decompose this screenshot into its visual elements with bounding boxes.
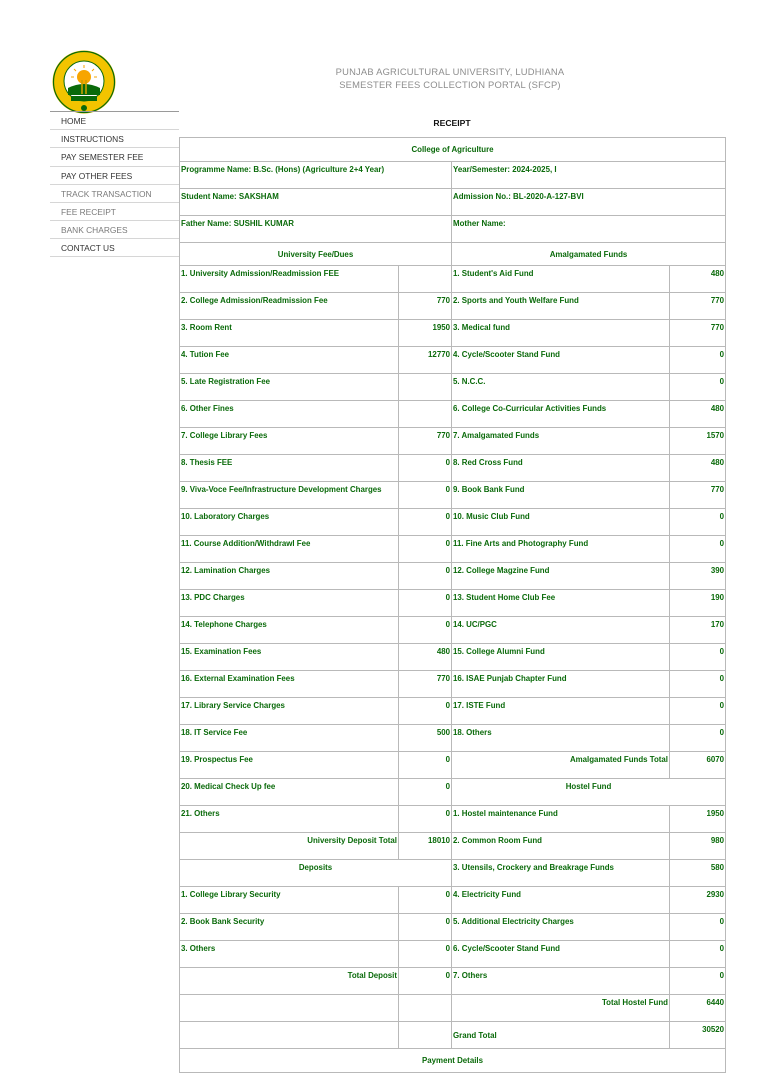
hostel-label: 3. Utensils, Crockery and Breakrage Funds (452, 860, 670, 887)
deposit-label: 2. Book Bank Security (180, 914, 399, 941)
hostel-label: 7. Others (452, 968, 670, 995)
fund-label: 8. Red Cross Fund (452, 455, 670, 482)
table-row (180, 752, 726, 779)
university-logo (52, 50, 116, 114)
fund-value: 770 (670, 293, 726, 320)
university-name: PUNJAB AGRICULTURAL UNIVERSITY, LUDHIANA (335, 66, 565, 77)
fund-value: 390 (670, 563, 726, 590)
fee-label: 12. Lamination Charges (180, 563, 399, 590)
hostel-label: 5. Additional Electricity Charges (452, 914, 670, 941)
fee-value: 0 (399, 563, 452, 590)
fund-value: 0 (670, 698, 726, 725)
hostel-value: 0 (670, 941, 726, 968)
fund-value: 170 (670, 617, 726, 644)
fund-value: 190 (670, 590, 726, 617)
table-row (180, 833, 726, 860)
fee-value: 12770 (399, 347, 452, 374)
fund-label: 11. Fine Arts and Photography Fund (452, 536, 670, 563)
empty-cell (399, 995, 452, 1022)
table-row (180, 347, 726, 374)
nav-contact-us[interactable]: CONTACT US (50, 238, 179, 256)
fee-label: 3. Room Rent (180, 320, 399, 347)
table-row (180, 536, 726, 563)
fee-value: 0 (399, 590, 452, 617)
fee-value (399, 374, 452, 401)
fund-label: 14. UC/PGC (452, 617, 670, 644)
empty-cell (180, 995, 399, 1022)
fee-label: 20. Medical Check Up fee (180, 779, 399, 806)
portal-name: SEMESTER FEES COLLECTION PORTAL (SFCP) (339, 78, 561, 90)
university-deposit-total-value: 18010 (399, 833, 452, 860)
hostel-value: 580 (670, 860, 726, 887)
fund-label: 15. College Alumni Fund (452, 644, 670, 671)
table-row (180, 590, 726, 617)
hostel-label: 1. Hostel maintenance Fund (452, 806, 670, 833)
fee-label: 18. IT Service Fee (180, 725, 399, 752)
amalgamated-total-value: 6070 (670, 752, 726, 779)
fund-label: 4. Cycle/Scooter Stand Fund (452, 347, 670, 374)
fund-label: 9. Book Bank Fund (452, 482, 670, 509)
table-row (180, 266, 726, 293)
fund-value: 0 (670, 644, 726, 671)
fee-value: 770 (399, 293, 452, 320)
deposit-value: 0 (399, 941, 452, 968)
table-row (180, 644, 726, 671)
hostel-value: 0 (670, 968, 726, 995)
fee-label: 11. Course Addition/Withdrawl Fee (180, 536, 399, 563)
fee-value: 0 (399, 617, 452, 644)
fee-value: 770 (399, 671, 452, 698)
university-deposit-total-label: University Deposit Total (180, 833, 399, 860)
fee-value: 0 (399, 779, 452, 806)
nav-pay-semester-fee[interactable]: PAY SEMESTER FEE (50, 147, 179, 165)
fund-value: 0 (670, 509, 726, 536)
hostel-label: 4. Electricity Fund (452, 887, 670, 914)
fee-label: 10. Laboratory Charges (180, 509, 399, 536)
mother-name: Mother Name: (452, 216, 726, 243)
fund-value: 770 (670, 320, 726, 347)
table-row (180, 995, 726, 1022)
hostel-value: 980 (670, 833, 726, 860)
table-row (180, 428, 726, 455)
nav-track-transaction[interactable]: TRACK TRANSACTION (50, 184, 179, 202)
fund-label: 18. Others (452, 725, 670, 752)
table-row (180, 320, 726, 347)
table-row (180, 617, 726, 644)
fund-value: 0 (670, 725, 726, 752)
fund-label: 16. ISAE Punjab Chapter Fund (452, 671, 670, 698)
fund-value: 0 (670, 347, 726, 374)
total-deposit-label: Total Deposit (180, 968, 399, 995)
portal-header (180, 66, 720, 91)
fund-value: 480 (670, 455, 726, 482)
deposit-label: 1. College Library Security (180, 887, 399, 914)
receipt-title: RECEIPT (433, 118, 471, 128)
fund-value: 0 (670, 671, 726, 698)
grand-total-label: Grand Total (452, 1022, 670, 1049)
fee-label: 9. Viva-Voce Fee/Infrastructure Development Charges (180, 482, 399, 509)
fee-label: 15. Examination Fees (180, 644, 399, 671)
table-row (180, 941, 726, 968)
table-row (180, 698, 726, 725)
deposits-heading: Deposits (180, 860, 452, 887)
fee-value: 0 (399, 752, 452, 779)
fee-value: 0 (399, 482, 452, 509)
deposit-label: 3. Others (180, 941, 399, 968)
fee-label: 2. College Admission/Readmission Fee (180, 293, 399, 320)
fee-value: 0 (399, 806, 452, 833)
fee-label: 1. University Admission/Readmission FEE (180, 266, 399, 293)
fund-label: 17. ISTE Fund (452, 698, 670, 725)
table-row (180, 482, 726, 509)
grand-total-value: 30520 (670, 1022, 726, 1049)
table-row (180, 563, 726, 590)
hostel-fund-heading: Hostel Fund (452, 779, 726, 806)
table-row (180, 806, 726, 833)
table-row (180, 293, 726, 320)
nav-bank-charges[interactable]: BANK CHARGES (50, 220, 179, 238)
nav-pay-other-fees[interactable]: PAY OTHER FEES (50, 166, 179, 184)
receipt-table (179, 137, 726, 1073)
deposit-value: 0 (399, 887, 452, 914)
university-fee-heading: University Fee/Dues (180, 243, 452, 266)
table-row (180, 1049, 726, 1073)
father-name: Father Name: SUSHIL KUMAR (180, 216, 452, 243)
payment-details-heading: Payment Details (180, 1049, 726, 1073)
empty-cell (399, 1022, 452, 1049)
fee-value (399, 266, 452, 293)
total-hostel-label: Total Hostel Fund (452, 995, 670, 1022)
fee-label: 16. External Examination Fees (180, 671, 399, 698)
table-row (180, 401, 726, 428)
table-row (180, 914, 726, 941)
total-hostel-value: 6440 (670, 995, 726, 1022)
table-row (180, 455, 726, 482)
nav-home[interactable]: HOME (50, 111, 179, 129)
fee-value: 480 (399, 644, 452, 671)
amalgamated-heading: Amalgamated Funds (452, 243, 726, 266)
fee-label: 14. Telephone Charges (180, 617, 399, 644)
fund-label: 12. College Magzine Fund (452, 563, 670, 590)
fee-value: 500 (399, 725, 452, 752)
fee-label: 8. Thesis FEE (180, 455, 399, 482)
table-row (180, 671, 726, 698)
table-row (180, 887, 726, 914)
fee-label: 21. Others (180, 806, 399, 833)
hostel-value: 0 (670, 914, 726, 941)
fund-value: 0 (670, 536, 726, 563)
table-row (180, 968, 726, 995)
fund-label: 10. Music Club Fund (452, 509, 670, 536)
fund-label: 7. Amalgamated Funds (452, 428, 670, 455)
hostel-value: 1950 (670, 806, 726, 833)
table-row (180, 509, 726, 536)
college-name: College of Agriculture (180, 138, 726, 162)
fee-value: 770 (399, 428, 452, 455)
table-row (180, 1022, 726, 1049)
table-row (180, 779, 726, 806)
fund-label: 3. Medical fund (452, 320, 670, 347)
fund-label: 13. Student Home Club Fee (452, 590, 670, 617)
table-row (180, 860, 726, 887)
fund-label: 1. Student's Aid Fund (452, 266, 670, 293)
fund-value: 480 (670, 401, 726, 428)
amalgamated-total-label: Amalgamated Funds Total (452, 752, 670, 779)
fund-label: 6. College Co-Curricular Activities Funds (452, 401, 670, 428)
fee-label: 5. Late Registration Fee (180, 374, 399, 401)
fee-label: 19. Prospectus Fee (180, 752, 399, 779)
fund-label: 5. N.C.C. (452, 374, 670, 401)
nav-fee-receipt[interactable]: FEE RECEIPT (50, 202, 179, 220)
fee-label: 13. PDC Charges (180, 590, 399, 617)
table-row (180, 374, 726, 401)
total-deposit-value: 0 (399, 968, 452, 995)
fee-label: 4. Tution Fee (180, 347, 399, 374)
fund-label: 2. Sports and Youth Welfare Fund (452, 293, 670, 320)
fee-value: 0 (399, 509, 452, 536)
fee-label: 17. Library Service Charges (180, 698, 399, 725)
fund-value: 0 (670, 374, 726, 401)
fund-value: 770 (670, 482, 726, 509)
year-semester: Year/Semester: 2024-2025, I (452, 162, 726, 189)
fee-value: 0 (399, 455, 452, 482)
hostel-value: 2930 (670, 887, 726, 914)
admission-no: Admission No.: BL-2020-A-127-BVI (452, 189, 726, 216)
fee-label: 6. Other Fines (180, 401, 399, 428)
fee-value: 0 (399, 698, 452, 725)
fund-value: 1570 (670, 428, 726, 455)
nav-instructions[interactable]: INSTRUCTIONS (50, 129, 179, 147)
deposit-value: 0 (399, 914, 452, 941)
fee-label: 7. College Library Fees (180, 428, 399, 455)
table-row (180, 725, 726, 752)
student-name: Student Name: SAKSHAM (180, 189, 452, 216)
programme-name: Programme Name: B.Sc. (Hons) (Agriculture 2+4 Year) (180, 162, 452, 189)
sidebar-nav (50, 111, 179, 257)
fee-value: 1950 (399, 320, 452, 347)
fee-value (399, 401, 452, 428)
empty-cell (180, 1022, 399, 1049)
hostel-label: 6. Cycle/Scooter Stand Fund (452, 941, 670, 968)
fund-value: 480 (670, 266, 726, 293)
hostel-label: 2. Common Room Fund (452, 833, 670, 860)
fee-value: 0 (399, 536, 452, 563)
